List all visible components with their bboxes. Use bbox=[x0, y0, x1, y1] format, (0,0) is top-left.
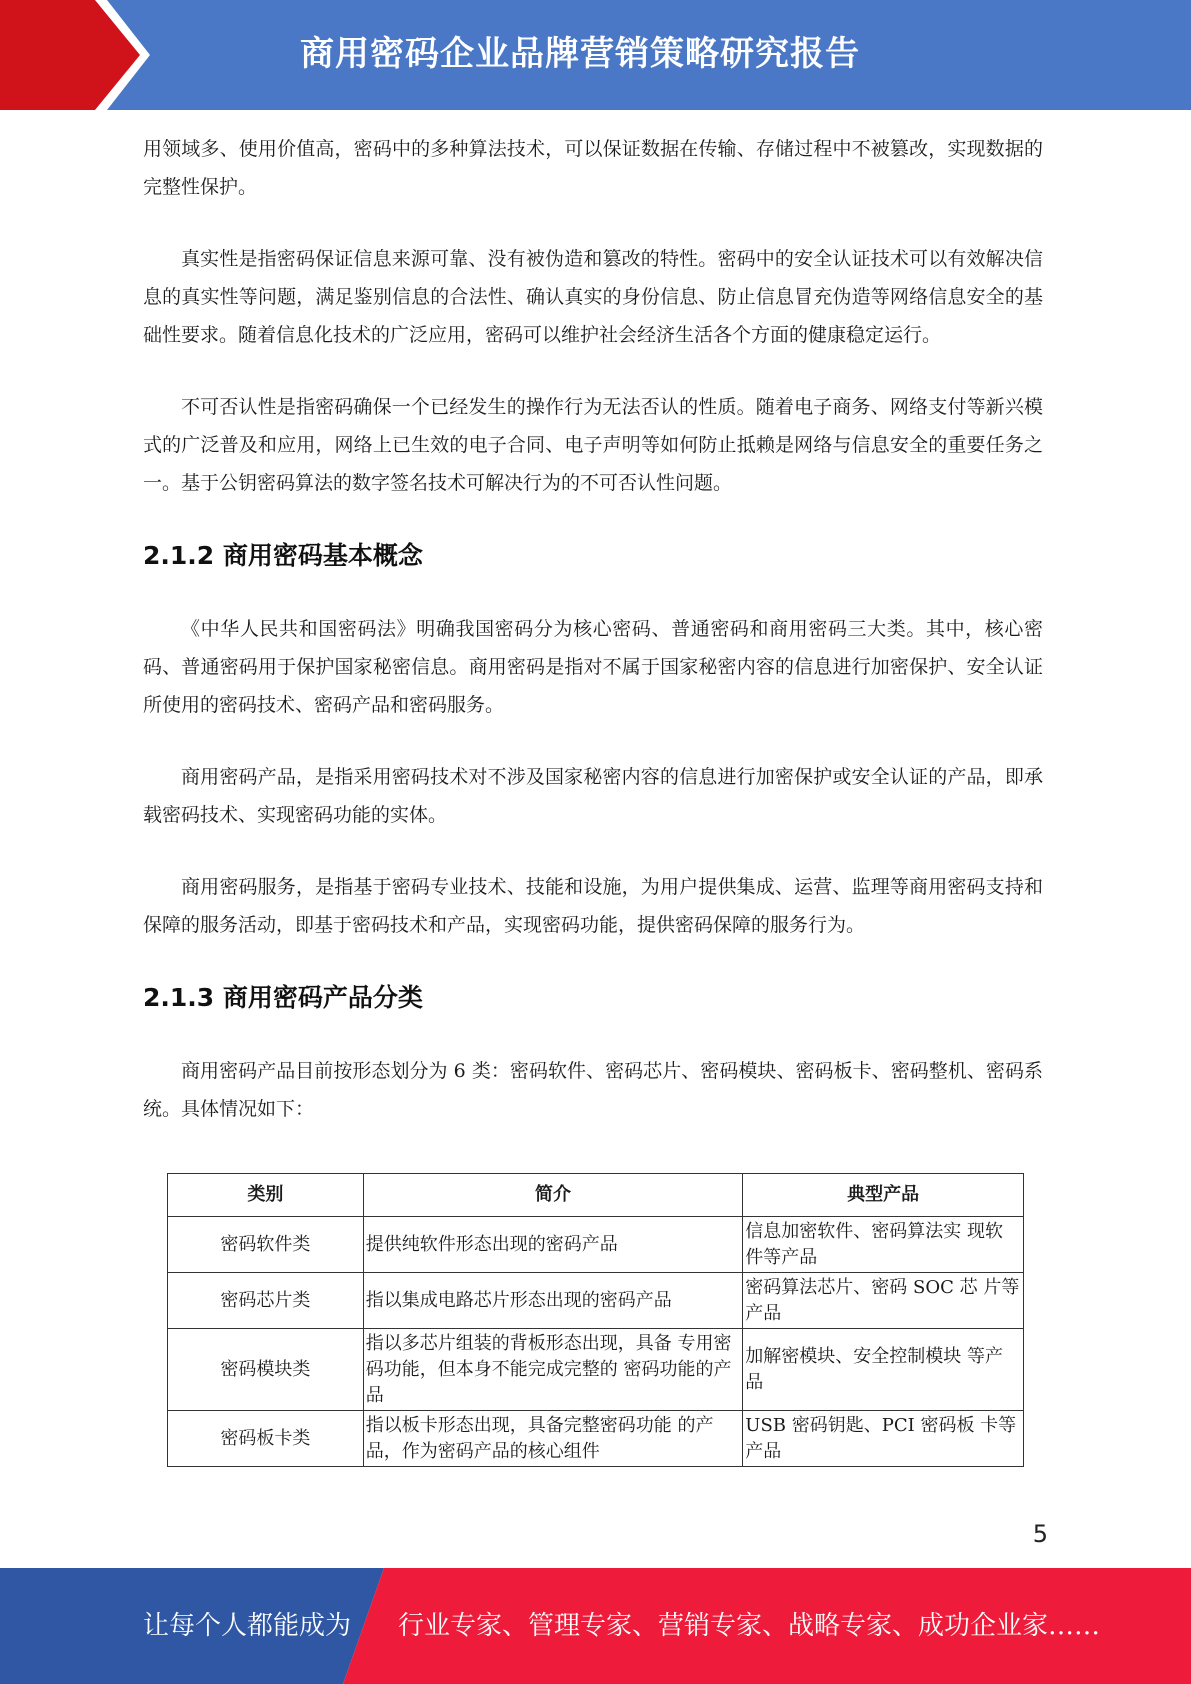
table-row bbox=[168, 1217, 1024, 1273]
table-cell: 提供纯软件形态出现的密码产品 bbox=[363, 1217, 743, 1273]
table-row bbox=[168, 1273, 1024, 1329]
header-red-arrow bbox=[0, 0, 160, 110]
table-cell: 密码模块类 bbox=[168, 1329, 364, 1411]
page-header bbox=[0, 0, 1191, 110]
footer-slogan-right: 行业专家、管理专家、营销专家、战略专家、成功企业家…… bbox=[398, 1611, 1101, 1641]
paragraph: 用领域多、使用价值高，密码中的多种算法技术，可以保证数据在传输、存储过程中不被篡改，实现数据的完整性保护。 bbox=[143, 138, 1043, 198]
paragraph: 《中华人民共和国密码法》明确我国密码分为核心密码、普通密码和商用密码三大类。其中，核心密码、普通密码用于保护国家秘密信息。商用密码是指对不属于国家秘密内容的信息进行加密保护、安全认证所使用的密码技术、密码产品和密码服务。 bbox=[143, 618, 1043, 716]
table-cell: 指以板卡形态出现，具备完整密码功能 的产品，作为密码产品的核心组件 bbox=[363, 1411, 743, 1467]
table-cell: 密码芯片类 bbox=[168, 1273, 364, 1329]
table-header-cell: 简介 bbox=[363, 1174, 743, 1217]
table-cell: 密码软件类 bbox=[168, 1217, 364, 1273]
table-row bbox=[168, 1411, 1024, 1467]
paragraph: 商用密码产品，是指采用密码技术对不涉及国家秘密内容的信息进行加密保护或安全认证的产品，即承载密码技术、实现密码功能的实体。 bbox=[143, 766, 1043, 826]
table-cell: 信息加密软件、密码算法实 现软件等产品 bbox=[743, 1217, 1024, 1273]
document-body bbox=[143, 130, 1043, 1162]
table-cell: 加解密模块、安全控制模块 等产品 bbox=[743, 1329, 1024, 1411]
section-heading: 2.1.3 商用密码产品分类 bbox=[143, 983, 423, 1012]
table-cell: 密码板卡类 bbox=[168, 1411, 364, 1467]
paragraph: 商用密码产品目前按形态划分为 6 类：密码软件、密码芯片、密码模块、密码板卡、密码整机、密码系统。具体情况如下： bbox=[143, 1060, 1043, 1120]
table-cell: 指以多芯片组装的背板形态出现，具备 专用密码功能，但本身不能完成完整的 密码功能的产品 bbox=[363, 1329, 743, 1411]
table-cell: USB 密码钥匙、PCI 密码板 卡等产品 bbox=[743, 1411, 1024, 1467]
table-header-cell: 类别 bbox=[168, 1174, 364, 1217]
table-header-cell: 典型产品 bbox=[743, 1174, 1024, 1217]
footer-slogan-left: 让每个人都能成为 bbox=[143, 1611, 352, 1641]
paragraph: 真实性是指密码保证信息来源可靠、没有被伪造和篡改的特性。密码中的安全认证技术可以有效解决信息的真实性等问题，满足鉴别信息的合法性、确认真实的身份信息、防止信息冒充伪造等网络信息安全的基础性要求。随着信息化技术的广泛应用，密码可以维护社会经济生活各个方面的健康稳定运行。 bbox=[143, 248, 1043, 346]
table-cell: 密码算法芯片、密码 SOC 芯 片等产品 bbox=[743, 1273, 1024, 1329]
report-title: 商用密码企业品牌营销策略研究报告 bbox=[300, 34, 860, 74]
section-heading: 2.1.2 商用密码基本概念 bbox=[143, 541, 423, 570]
product-category-table bbox=[167, 1173, 1024, 1467]
table-header-row bbox=[168, 1174, 1024, 1217]
page-number: 5 bbox=[1032, 1520, 1048, 1548]
paragraph: 商用密码服务，是指基于密码专业技术、技能和设施，为用户提供集成、运营、监理等商用密码支持和保障的服务活动，即基于密码技术和产品，实现密码功能，提供密码保障的服务行为。 bbox=[143, 876, 1043, 936]
page-footer bbox=[0, 1568, 1191, 1684]
table-cell: 指以集成电路芯片形态出现的密码产品 bbox=[363, 1273, 743, 1329]
paragraph: 不可否认性是指密码确保一个已经发生的操作行为无法否认的性质。随着电子商务、网络支付等新兴模式的广泛普及和应用，网络上已生效的电子合同、电子声明等如何防止抵赖是网络与信息安全的重要任务之一。基于公钥密码算法的数字签名技术可解决行为的不可否认性问题。 bbox=[143, 396, 1043, 494]
table-row bbox=[168, 1329, 1024, 1411]
